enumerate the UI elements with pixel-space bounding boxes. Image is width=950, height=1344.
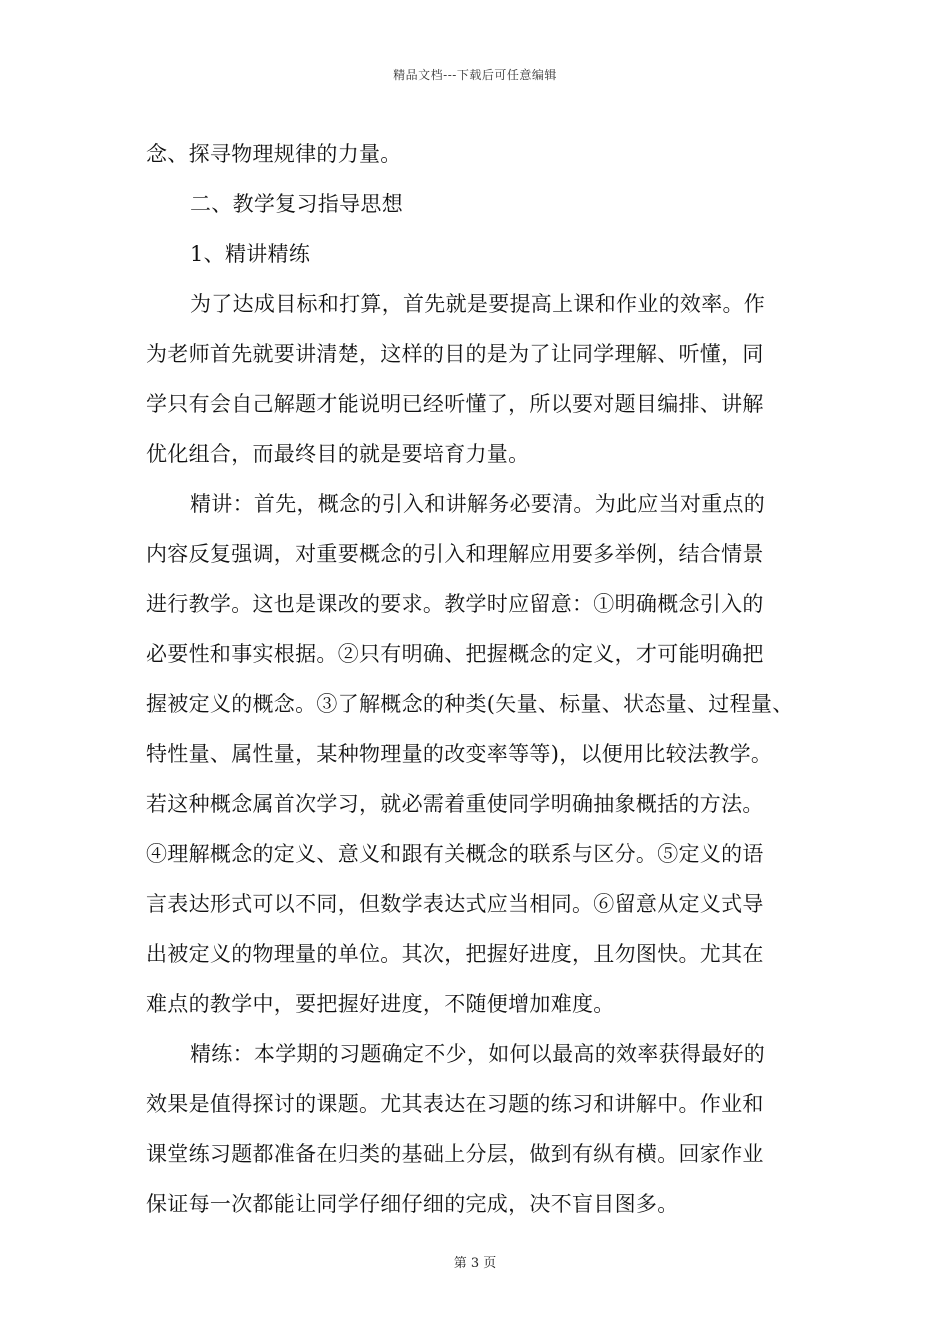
text-line: 为了达成目标和打算，首先就是要提高上课和作业的效率。作	[190, 292, 766, 316]
text-line: 二、教学复习指导思想	[190, 192, 403, 216]
text-line: 课堂练习题都准备在归类的基础上分层，做到有纵有横。回家作业	[146, 1142, 764, 1166]
text-line: 进行教学。这也是课改的要求。教学时应留意：①明确概念引入的	[146, 592, 764, 616]
text-line: 特性量、属性量，某种物理量的改变率等等)，以便用比较法教学。	[146, 742, 773, 766]
page-header: 精品文档---下载后可任意编辑	[393, 68, 557, 82]
text-line: 效果是值得探讨的课题。尤其表达在习题的练习和讲解中。作业和	[146, 1092, 764, 1116]
page-number: 第 3 页	[453, 1256, 497, 1271]
text-line: 学只有会自己解题才能说明已经听懂了，所以要对题目编排、讲解	[146, 392, 764, 416]
text-line: 1、精讲精练	[190, 242, 311, 266]
text-line: 优化组合，而最终目的就是要培育力量。	[146, 442, 530, 466]
text-line: 精练：本学期的习题确定不少，如何以最高的效率获得最好的	[190, 1042, 766, 1066]
text-line: 握被定义的概念。③了解概念的种类(矢量、标量、状态量、过程量、	[146, 692, 794, 716]
text-line: 念、探寻物理规律的力量。	[146, 142, 402, 166]
text-line: 保证每一次都能让同学仔细仔细的完成，决不盲目图多。	[146, 1192, 679, 1216]
document-body	[146, 129, 826, 1229]
text-line: 为老师首先就要讲清楚，这样的目的是为了让同学理解、听懂，同	[146, 342, 764, 366]
text-line: 出被定义的物理量的单位。其次，把握好进度，且勿图快。尤其在	[146, 942, 764, 966]
text-line: ④理解概念的定义、意义和跟有关概念的联系与区分。⑤定义的语	[146, 842, 764, 866]
text-line: 若这种概念属首次学习，就必需着重使同学明确抽象概括的方法。	[146, 792, 764, 816]
text-line: 内容反复强调，对重要概念的引入和理解应用要多举例，结合情景	[146, 542, 764, 566]
text-line: 精讲：首先，概念的引入和讲解务必要清。为此应当对重点的	[190, 492, 766, 516]
text-line: 必要性和事实根据。②只有明确、把握概念的定义，才可能明确把	[146, 642, 764, 666]
text-line: 言表达形式可以不同，但数学表达式应当相同。⑥留意从定义式导	[146, 892, 764, 916]
text-line: 难点的教学中，要把握好进度，不随便增加难度。	[146, 992, 615, 1016]
